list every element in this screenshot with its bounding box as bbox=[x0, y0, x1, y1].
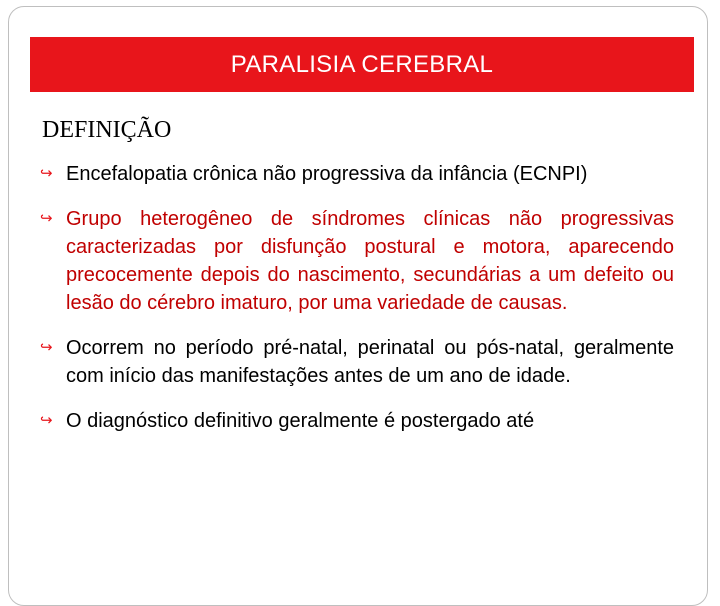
bullet-text: Grupo heterogêneo de síndromes clínicas não progressivas caracterizadas por disfunção postural e motora, aparecendo precocemente depois do nascimento, secundárias a um defeito ou lesão do cérebro imaturo, por uma variedade de causas. bbox=[66, 208, 674, 314]
section-heading: DEFINIÇÃO bbox=[42, 117, 172, 143]
bullet-text: Encefalopatia crônica não progressiva da infância (ECNPI) bbox=[66, 163, 588, 185]
bullet-list bbox=[38, 160, 674, 452]
bullet-item bbox=[38, 334, 674, 390]
curved-arrow-bullet-icon: ↪ bbox=[40, 339, 53, 356]
bullet-text: O diagnóstico definitivo geralmente é postergado até bbox=[66, 410, 535, 432]
curved-arrow-bullet-icon: ↪ bbox=[40, 412, 53, 429]
bullet-item bbox=[38, 205, 674, 317]
curved-arrow-bullet-icon: ↪ bbox=[40, 165, 53, 182]
bullet-item bbox=[38, 407, 674, 435]
slide-title-bar bbox=[30, 37, 694, 92]
bullet-text: Ocorrem no período pré-natal, perinatal ou pós-natal, geralmente com início das manifestações antes de um ano de idade. bbox=[66, 337, 674, 387]
bullet-item bbox=[38, 160, 674, 188]
slide-title: PARALISIA CEREBRAL bbox=[230, 50, 494, 78]
curved-arrow-bullet-icon: ↪ bbox=[40, 210, 53, 227]
